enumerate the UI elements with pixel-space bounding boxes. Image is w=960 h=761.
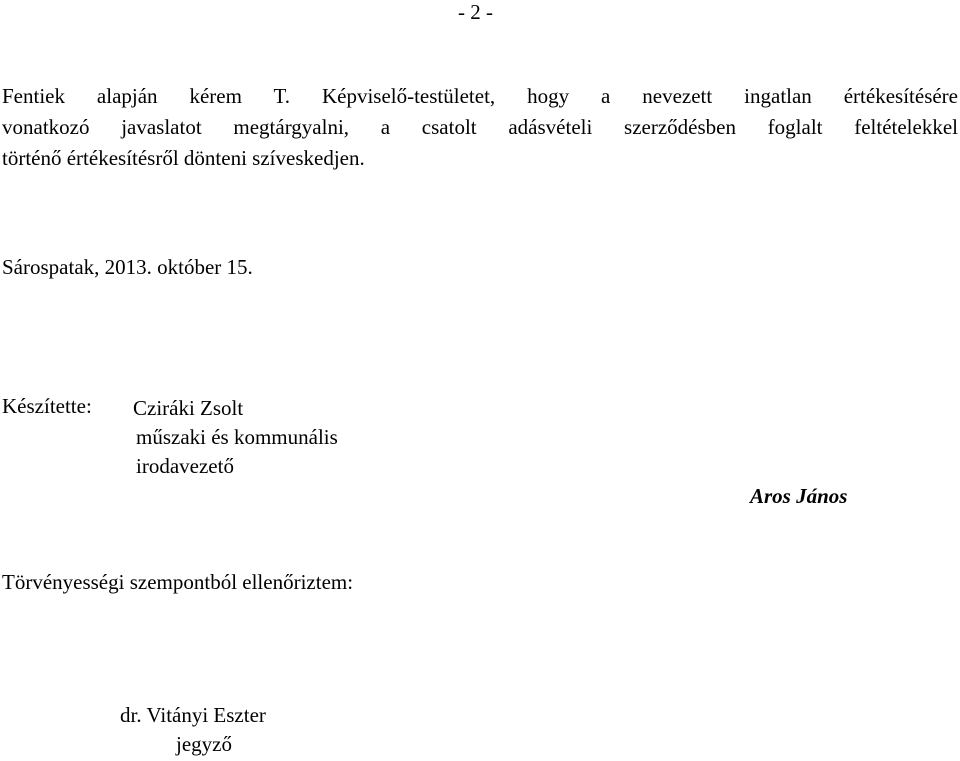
page-number: - 2 - [458,0,493,24]
checker-block [120,701,266,759]
preparer-role-line: irodavezető [136,454,234,478]
prepared-by-label: Készítette: [2,394,92,418]
paragraph-line: Fentiek alapján kérem T. Képviselő-testületet, hogy a nevezett ingatlan értékesítésére [2,84,958,108]
paragraph-line: vonatkozó javaslatot megtárgyalni, a csatolt adásvételi szerződésben foglalt feltételekkel [2,115,958,139]
prepared-by-block [133,394,338,481]
preparer-name: Cziráki Zsolt [133,396,244,420]
checker-title: jegyző [176,732,232,756]
request-paragraph [2,81,958,174]
place-date: Sárospatak, 2013. október 15. [2,255,253,279]
legal-check-statement: Törvényességi szempontból ellenőriztem: [2,570,354,594]
paragraph-line: történő értékesítésről dönteni szíveskedjen. [2,146,365,170]
preparer-role-line: műszaki és kommunális [136,425,338,449]
checker-name: dr. Vitányi Eszter [120,703,266,727]
signatory-name: Aros János [750,484,848,508]
